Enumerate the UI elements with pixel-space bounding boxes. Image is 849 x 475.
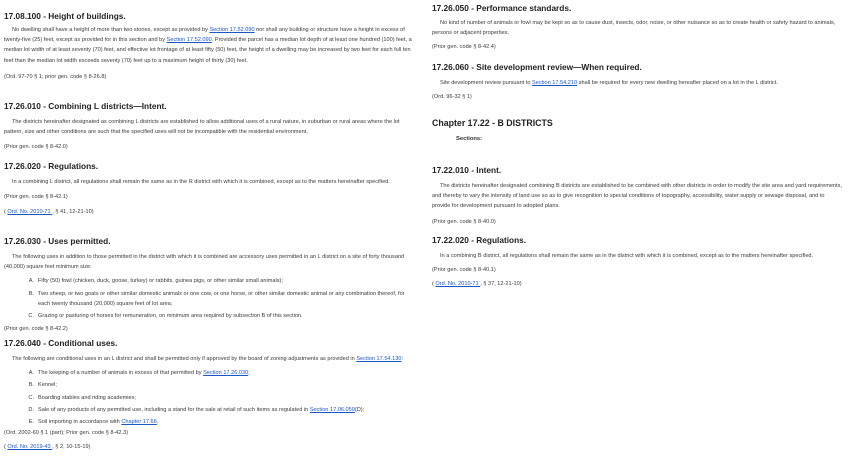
section-body: The following are conditional uses in an L district and shall be permitted only if approved by the board of zoning adjustments as provided in Section 17.54.130: — [12, 356, 403, 362]
section-17-54-210-link[interactable]: Section 17.54.210 — [532, 80, 578, 86]
history-note: (Prior gen. code § 8-42.2) — [4, 326, 68, 333]
section-body: No kind of number of animals or fowl may be kept so as to cause dust, insects, odor, noise, or other nuisance so as to create health or safety hazard to animals, persons or adjacent properties. — [432, 20, 836, 37]
ordinance-note: ( Ord. No. 2019-43 , § 2, 10-15-19) — [4, 444, 91, 451]
section-17-26-030 — [4, 236, 416, 334]
history-note: (Prior gen. code § 8-42.0) — [4, 144, 68, 151]
list-item: D. Sale of any products of any permitted use, including a stand for the sale at retail of such items as regulated in Section 17.06.050(D); — [28, 406, 365, 413]
list-item: B. Two sheep, or two goats or other similar domestic animals or one cow, or one horse, or other similar domestic animal or any combination thereof, for each twenty thousand (20,000) square feet of lot area; — [28, 290, 405, 307]
section-17-26-010 — [4, 101, 416, 152]
permitted-uses-list — [4, 276, 416, 321]
section-title: 17.26.010 - Combining L districts—Intent. — [4, 101, 167, 111]
history-note: (Prior gen. code § 8-42.4) — [432, 44, 496, 51]
list-item: C. Boarding stables and riding academies; — [28, 394, 136, 401]
history-note: (Prior gen. code § 8-40.0) — [432, 218, 496, 225]
chapter-17-22 — [432, 117, 844, 144]
section-17-22-010 — [432, 165, 844, 227]
chapter-title: Chapter 17.22 - B DISTRICTS — [432, 118, 553, 128]
chapter-17-66-link[interactable]: Chapter 17.66 — [121, 419, 157, 426]
section-17-26-030-link[interactable]: Section 17.26.030 — [203, 370, 249, 377]
ordinance-note: ( Ord. No. 2010-71 , § 37, 12-21-10) — [432, 281, 522, 288]
section-body: The districts hereinafter designated combining B districts are established to be combined with other districts in order to modify the site area and yard requirements, and thereby to vary the intensity of land use so as to give recognition to special conditions of topography, accessibility, water supply or sewage disposal, and to provide for development pursuant to adopted plans. — [432, 183, 843, 210]
section-body: In a combining B district, all regulations shall remain the same as in the district with which it is combined, except as to the matters hereinafter specified. — [440, 253, 814, 259]
section-17-06-050-link[interactable]: Section 17.06.050 — [309, 406, 355, 413]
list-item: A. Fifty (50) fowl (chicken, duck, goose, turkey) or rabbits, guinea pigs, or other similar small animals); — [28, 278, 283, 285]
section-17-22-020 — [432, 235, 844, 289]
history-note: (Ord. 97-70 § 1; prior gen. code § 8-26.8) — [4, 73, 107, 80]
section-body: The following uses in addition to those permitted in the district with which it is combined are accessory uses permitted in an L district on a site of forty thousand (40,000) square feet minimum size: — [4, 254, 405, 271]
ordinance-note: ( Ord. No. 2010-71 , § 41, 12-21-10) — [4, 209, 94, 216]
section-17-26-060 — [432, 62, 844, 102]
list-item: B. Kennel; — [28, 382, 57, 389]
sections-label: Sections: — [456, 136, 483, 142]
history-note: (Prior gen. code § 8-42.1) — [4, 194, 68, 201]
section-title: 17.26.030 - Uses permitted. — [4, 236, 111, 246]
ordinance-link[interactable]: Ord. No. 2019-43 — [7, 444, 53, 451]
history-note: (Prior gen. code § 8-40.1) — [432, 267, 496, 274]
section-title: 17.26.020 - Regulations. — [4, 161, 99, 171]
ordinance-link[interactable]: Ord. No. 2010-71 — [435, 281, 481, 288]
section-17-52-090-link[interactable]: Section 17.52.090 — [166, 37, 212, 44]
section-17-54-130-link[interactable]: Section 17.54.130 — [356, 356, 402, 362]
section-title: 17.26.040 - Conditional uses. — [4, 338, 118, 348]
section-title: 17.22.020 - Regulations. — [432, 235, 527, 245]
history-note: (Ord. 2002-60 § 1 (part); Prior gen. code § 8-42.3) — [4, 430, 129, 437]
body-text: . Provided the parcel has a median lot depth of at least one hundred (100) feet, a median lot width of at least seventy (70) feet, and effective lot frontage of at least fifty (50) feet, the height of a dwelling may be increased by two feet for each full ten feet than the median lot width exceeds seventy (70) feet up to a maximum height of thirty (30) feet. — [4, 37, 412, 64]
section-17-26-050 — [432, 3, 844, 52]
section-title: 17.08.100 - Height of buildings. — [4, 11, 126, 21]
section-17-26-040 — [4, 338, 416, 452]
body-text: No dwelling shall have a height of more than two stories, except as provided by — [12, 27, 210, 33]
body-text: nor shall any building or structure have a height in excess of twenty-five (25) feet, except as provided for in this section and by — [4, 27, 405, 44]
section-body: In a combining L district, all regulations shall remain the same as in the R district with which it is combined, except as to the matters hereinafter specified. — [12, 179, 390, 185]
section-title: 17.26.050 - Performance standards. — [432, 3, 572, 13]
section-title: 17.22.010 - Intent. — [432, 165, 502, 175]
list-item: A. The keeping of a number of animals in excess of that permitted by Section 17.26.030; — [28, 370, 250, 377]
history-note: (Ord. 96-32 § 1) — [432, 94, 472, 101]
section-body — [4, 25, 416, 66]
section-17-52-090-link[interactable]: Section 17.52.090 — [209, 27, 255, 33]
section-body: The districts hereinafter designated as combining L districts are established to allow additional uses of a rural nature, in suburban or rural areas where the lot pattern, size and other conditions are such that the specified uses will not be incompatible with the residential environment. — [4, 119, 400, 136]
section-17-08-100 — [4, 11, 416, 82]
section-17-26-020 — [4, 161, 416, 217]
list-item: C. Grazing or pasturing of horses for remuneration, on minimum area required by subsection B of this section. — [28, 313, 303, 320]
section-body: Site development review pursuant to Section 17.54.210 shall be required for every new dwelling hereafter placed on a lot in the L district. — [440, 80, 778, 86]
conditional-uses-list — [4, 368, 416, 427]
list-item: E. Soil importing in accordance with Chapter 17.66. — [28, 419, 159, 426]
ordinance-link[interactable]: Ord. No. 2010-71 — [7, 209, 53, 216]
section-title: 17.26.060 - Site development review—When required. — [432, 62, 642, 72]
